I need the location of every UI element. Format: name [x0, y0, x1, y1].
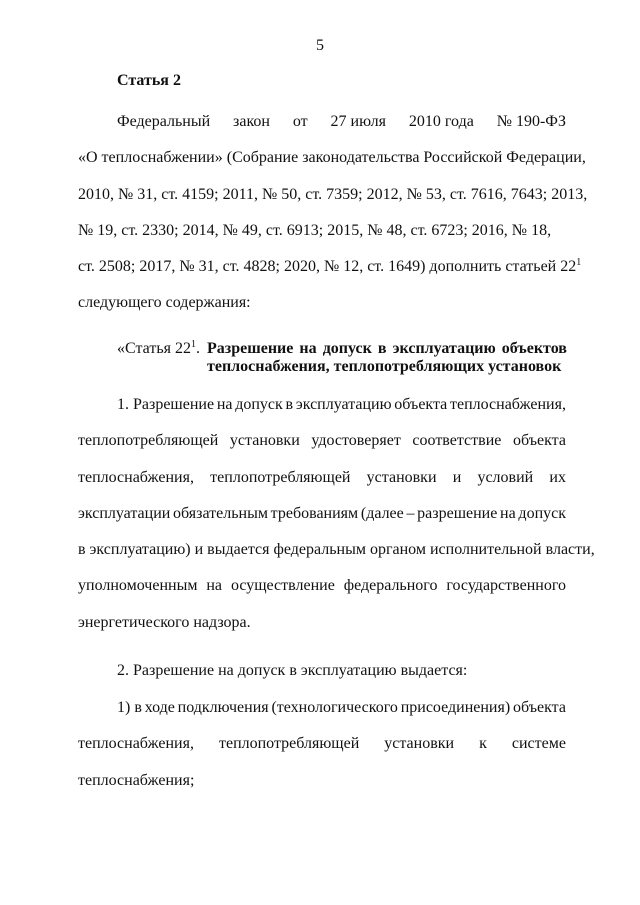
article-heading: Статья 2 — [117, 72, 181, 89]
paragraph-1-line: теплопотребляющей установки удостоверяет соответствие объекта — [78, 432, 566, 450]
article-label: «Статья $22^1$. — [117, 339, 200, 357]
article-title-line-1: Разрешение на допуск в эксплуатацию объектов — [207, 340, 567, 357]
paragraph-3 — [78, 690, 566, 799]
paragraph-1-line: эксплуатации обязательным требованиям (далее – разрешение на допуск — [78, 504, 566, 522]
paragraph-1 — [78, 387, 595, 641]
paragraph-2 — [78, 653, 566, 689]
intro-line: 2010, № 31, ст. 4159; 2011, № 50, ст. 7359; 2012, № 53, ст. 7616, 7643; 2013, — [78, 185, 588, 203]
paragraph-1-line: 1. Разрешение на допуск в эксплуатацию объекта теплоснабжения, — [117, 396, 566, 413]
intro-paragraph — [78, 104, 588, 322]
intro-line: следующего содержания: — [78, 294, 251, 312]
intro-line: ст. 2508; 2017, № 31, ст. 4828; 2020, № 12, ст. 1649) дополнить статьей $22^1$ — [78, 257, 582, 276]
paragraph-1-line: в эксплуатацию) и выдается федеральным органом исполнительной власти, — [78, 541, 595, 559]
article-title — [207, 340, 567, 376]
paragraph-3-line: теплоснабжения, теплопотребляющей установки к системе — [78, 735, 566, 753]
paragraph-1-line: теплоснабжения, теплопотребляющей установки и условий их — [78, 468, 566, 486]
intro-line: «О теплоснабжении» (Собрание законодательства Российской Федерации, — [78, 149, 586, 167]
article-title-line-2: теплоснабжения, теплопотребляющих установок — [207, 358, 562, 375]
paragraph-3-line: 1) в ходе подключения (технологического присоединения) объекта — [117, 699, 566, 716]
paragraph-2-text: 2. Разрешение на допуск в эксплуатацию выдается: — [117, 662, 468, 679]
page-number: 5 — [316, 37, 324, 54]
paragraph-1-line: энергетического надзора. — [78, 613, 251, 631]
intro-line: Федеральный закон от 27 июля 2010 года № 190-ФЗ — [117, 113, 566, 130]
intro-line: № 19, ст. 2330; 2014, № 49, ст. 6913; 2015, № 48, ст. 6723; 2016, № 18, — [78, 221, 552, 239]
paragraph-1-line: уполномоченным на осуществление федерального государственного — [78, 577, 566, 595]
paragraph-3-line: теплоснабжения; — [78, 771, 195, 789]
